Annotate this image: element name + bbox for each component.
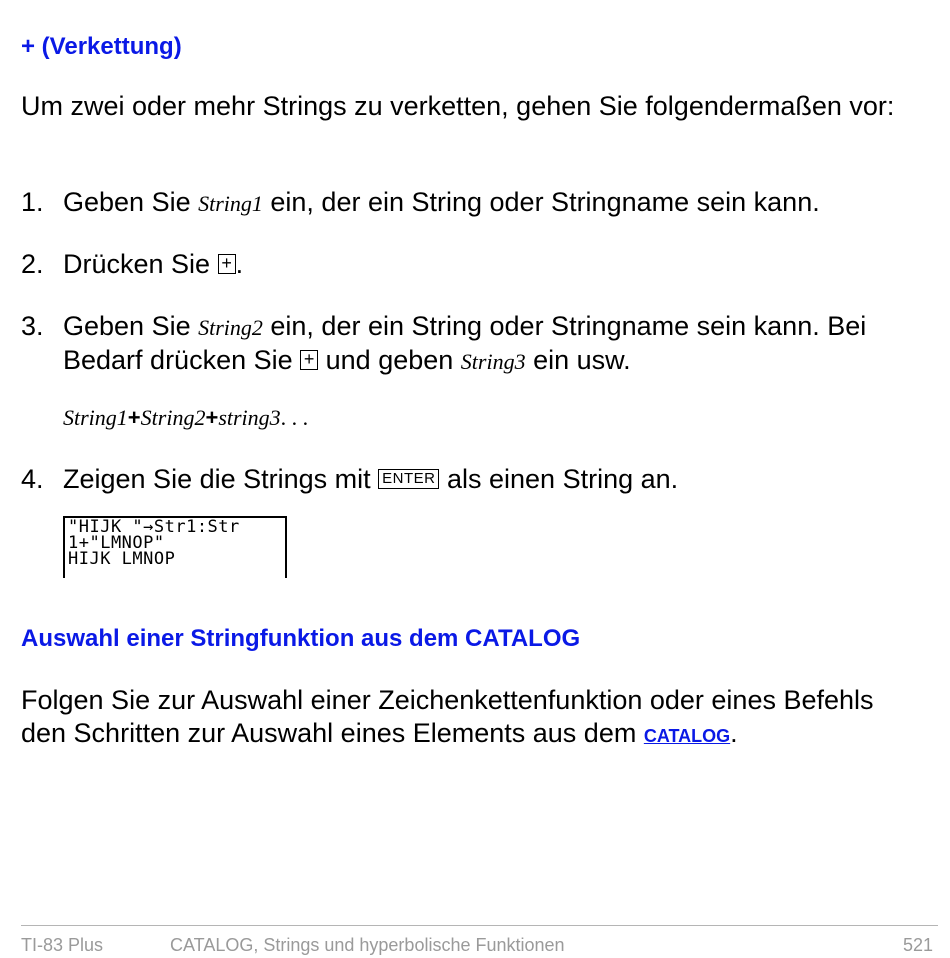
catalog-paragraph: Folgen Sie zur Auswahl einer Zeichenkettenfunktion oder eines Befehls den Schritten zur Auswahl eines Elements aus dem CATALOG. bbox=[21, 685, 874, 748]
step-4-text: Zeigen Sie die Strings mit ENTER als einen String an. bbox=[63, 464, 679, 494]
enter-key-icon: ENTER bbox=[378, 469, 439, 489]
step-number: 2. bbox=[21, 249, 44, 279]
footer-divider bbox=[21, 925, 938, 926]
concatenation-syntax: String1+String2+string3. . . bbox=[63, 405, 309, 430]
step-number: 1. bbox=[21, 187, 44, 217]
screen-line: 1+"LMNOP" bbox=[68, 533, 165, 553]
screen-line: "HIJK "→Str1:Str bbox=[68, 517, 240, 537]
intro-paragraph: Um zwei oder mehr Strings zu verketten, gehen Sie folgendermaßen vor: bbox=[21, 91, 895, 121]
plus-key-icon: + bbox=[218, 254, 236, 274]
footer-product: TI-83 Plus bbox=[21, 935, 104, 955]
calculator-screen-example bbox=[63, 516, 287, 578]
variable-string3: String3 bbox=[460, 349, 526, 374]
step-1-text: Geben Sie String1 ein, der ein String oder Stringname sein kann. bbox=[63, 187, 820, 217]
variable-string2: String2 bbox=[198, 315, 263, 340]
step-2-text: Drücken Sie + . bbox=[63, 249, 244, 279]
step-number: 4. bbox=[21, 464, 44, 494]
section-heading-catalog: Auswahl einer Stringfunktion aus dem CATALOG bbox=[21, 625, 581, 652]
footer-chapter: CATALOG, Strings und hyperbolische Funktionen bbox=[170, 935, 565, 955]
footer-page-number: 521 bbox=[902, 935, 933, 955]
variable-string1: String1 bbox=[198, 191, 263, 216]
screen-line: HIJK LMNOP bbox=[68, 549, 176, 569]
plus-key-icon: + bbox=[300, 350, 318, 370]
step-number: 3. bbox=[21, 311, 44, 341]
catalog-link[interactable]: CATALOG bbox=[643, 726, 731, 746]
step-3-text: Geben Sie String2 ein, der ein String oder Stringname sein kann. Bei Bedarf drücken Sie + und geben String3 ein usw. bbox=[63, 311, 867, 375]
section-heading-concatenation: + (Verkettung) bbox=[21, 33, 182, 60]
